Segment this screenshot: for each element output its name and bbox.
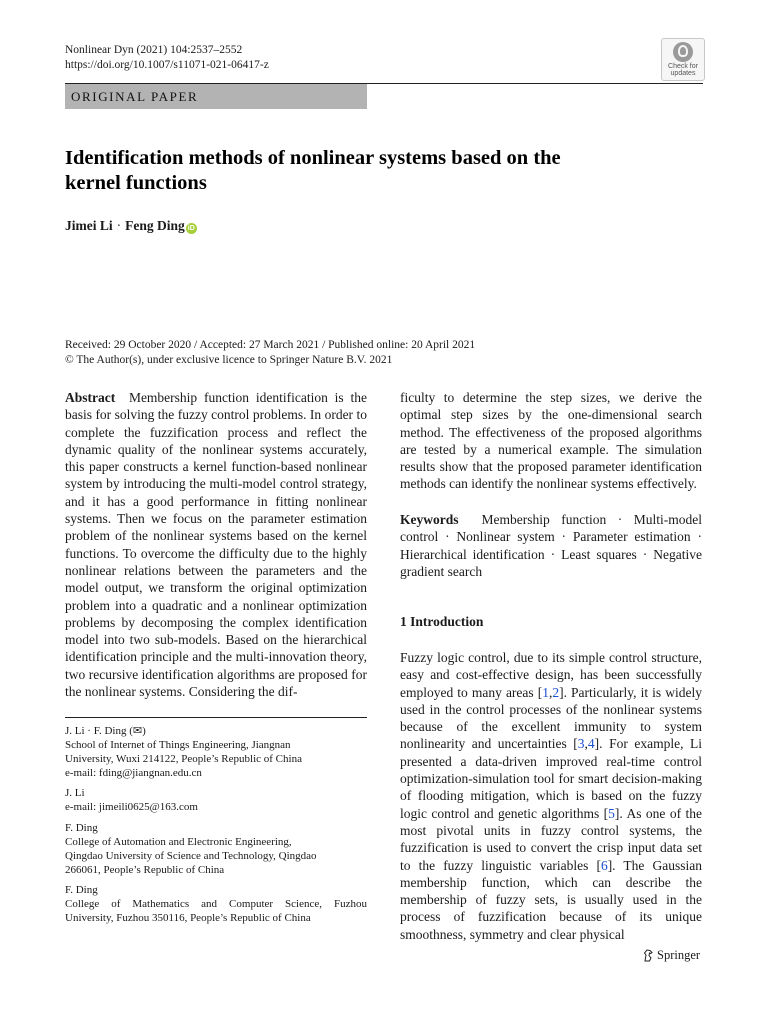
- intro-text: ]. The Gaussian membership function, which can describe the membership of fuzzy sets, is usually used in the process of fuzzification because of its unique smoothness, symmetry and clear physical: [400, 857, 702, 942]
- abstract-text: Membership function identification is the basis for solving the fuzzy control problems. In order to complete the fuzzification process and reflect the dynamic quality of the nonlinear systems accurately, this paper constructs a kernel function-based nonlinear system by introducing the multi-model control strategy, and it has a good performance in fitting nonlinear systems. Then we focus on the parameter estimation problem of the nonlinear systems based on the kernel functions. To overcome the difficulty due to the highly nonlinear relations between the parameters and the model output, we transform the original optimization problem into a quadratic and a nonlinear optimization problems by decomposing the complex identification model into two sub-models. Based on the hierarchical identification principle and the multi-innovation theory, two recursive identification algorithms are proposed for the nonlinear systems. Considering the dif-: [65, 390, 368, 700]
- introduction-paragraph: [400, 649, 702, 943]
- affiliation-authors: J. Li: [65, 787, 85, 799]
- keywords-text: Membership function · Multi-model control · Nonlinear system · Parameter estimation · Hierarchical identification · Least squares · Negative gradient search: [400, 512, 703, 579]
- journal-header: [65, 43, 269, 73]
- affiliation-line: School of Internet of Things Engineering, Jiangnan: [65, 739, 291, 751]
- abstract-label: Abstract: [65, 390, 116, 405]
- author-name[interactable]: Jimei Li: [65, 218, 113, 233]
- section-heading-introduction: 1 Introduction: [400, 614, 484, 629]
- history-dates: Received: 29 October 2020 / Accepted: 27 March 2021 / Published online: 20 April 2021: [65, 339, 476, 351]
- affiliation-line: Qingdao University of Science and Technology, Qingdao: [65, 850, 317, 862]
- affiliation-authors: F. Ding: [65, 884, 98, 896]
- citation-link[interactable]: 4: [587, 736, 595, 752]
- intro-text: ,: [548, 684, 553, 700]
- check-updates-line2: updates: [670, 70, 696, 77]
- check-updates-icon: [673, 42, 693, 62]
- check-for-updates-badge[interactable]: [661, 38, 705, 81]
- affiliation-block: [65, 786, 367, 814]
- affiliation-authors: F. Ding: [65, 822, 98, 834]
- intro-text: ]. As one of the most pivotal units in fuzzy control systems, the fuzzification is used to convert the crisp input data set to the fuzzy linguistic variables [: [400, 805, 702, 873]
- affiliation-line: University, Wuxi 214122, People’s Republic of China: [65, 753, 302, 765]
- title-line-2: kernel functions: [65, 172, 207, 194]
- citation-link[interactable]: 6: [600, 857, 608, 873]
- affiliation-line: College of Automation and Electronic Engineering,: [65, 836, 292, 848]
- orcid-icon[interactable]: iD: [187, 225, 195, 232]
- affiliation-rule: [65, 717, 367, 718]
- check-updates-line1: Check for: [668, 63, 698, 70]
- affiliation-line: University, Fuzhou 350116, People’s Republic of China: [65, 912, 311, 924]
- intro-text: ]. For example, Li presented a data-driven improved real-time control optimization-simulation tool for smart decision-making of flooding mitigation, which is based on the fuzzy logic control and genetic algorithms [: [400, 736, 702, 821]
- doi-link[interactable]: https://doi.org/10.1007/s11071-021-06417-z: [65, 59, 269, 71]
- publication-dates: [65, 338, 475, 368]
- keywords-block: [400, 511, 702, 580]
- journal-citation: Nonlinear Dyn (2021) 104:2537–2552: [65, 44, 243, 56]
- citation-link[interactable]: 5: [608, 805, 615, 821]
- email-link[interactable]: e-mail: fding@jiangnan.edu.cn: [65, 767, 202, 779]
- keywords-label: Keywords: [400, 512, 459, 527]
- title-line-1: Identification methods of nonlinear systems based on the: [65, 147, 561, 169]
- publisher-name: Springer: [657, 948, 701, 962]
- email-link[interactable]: e-mail: jimeili0625@163.com: [65, 801, 198, 813]
- article-type-banner: ORIGINAL PAPER: [65, 84, 367, 109]
- paper-title: [65, 146, 665, 196]
- intro-text: Fuzzy logic control, due to its simple control structure, easy and cost-effective design, has been successfully employed to many areas [: [400, 650, 702, 700]
- intro-text: ]. Particularly, it is widely used in the control processes of the nonlinear systems because of the excellent immunity to system nonlinearity and uncertainties [: [400, 684, 702, 752]
- affiliation-block: [65, 821, 367, 877]
- author-list: [65, 218, 197, 234]
- intro-text: ,: [584, 736, 588, 752]
- affiliation-line: College of Mathematics and Computer Science, Fuzhou: [65, 898, 367, 910]
- author-separator: ·: [116, 218, 122, 233]
- affiliation-block: [65, 724, 367, 780]
- abstract-right-column: ficulty to determine the step sizes, we derive the optimal step sizes by the one-dimensional search method. The effectiveness of the proposed algorithms are tested by a numerical example. The simulation results show that the proposed parameter identification methods can identify the nonlinear systems effectively.: [400, 390, 702, 492]
- citation-link[interactable]: 2: [552, 684, 560, 700]
- affiliation-line: 266061, People’s Republic of China: [65, 864, 225, 876]
- affiliation-authors: J. Li · F. Ding (✉): [65, 725, 146, 737]
- springer-horse-icon: [643, 949, 654, 962]
- author-name[interactable]: Feng Ding: [125, 218, 185, 233]
- copyright-line: © The Author(s), under exclusive licence to Springer Nature B.V. 2021: [65, 354, 393, 366]
- citation-link[interactable]: 1: [542, 684, 549, 700]
- affiliation-block: [65, 883, 367, 925]
- abstract-left-column: [65, 389, 367, 700]
- citation-link[interactable]: 3: [577, 736, 585, 752]
- publisher-logo: [643, 948, 700, 963]
